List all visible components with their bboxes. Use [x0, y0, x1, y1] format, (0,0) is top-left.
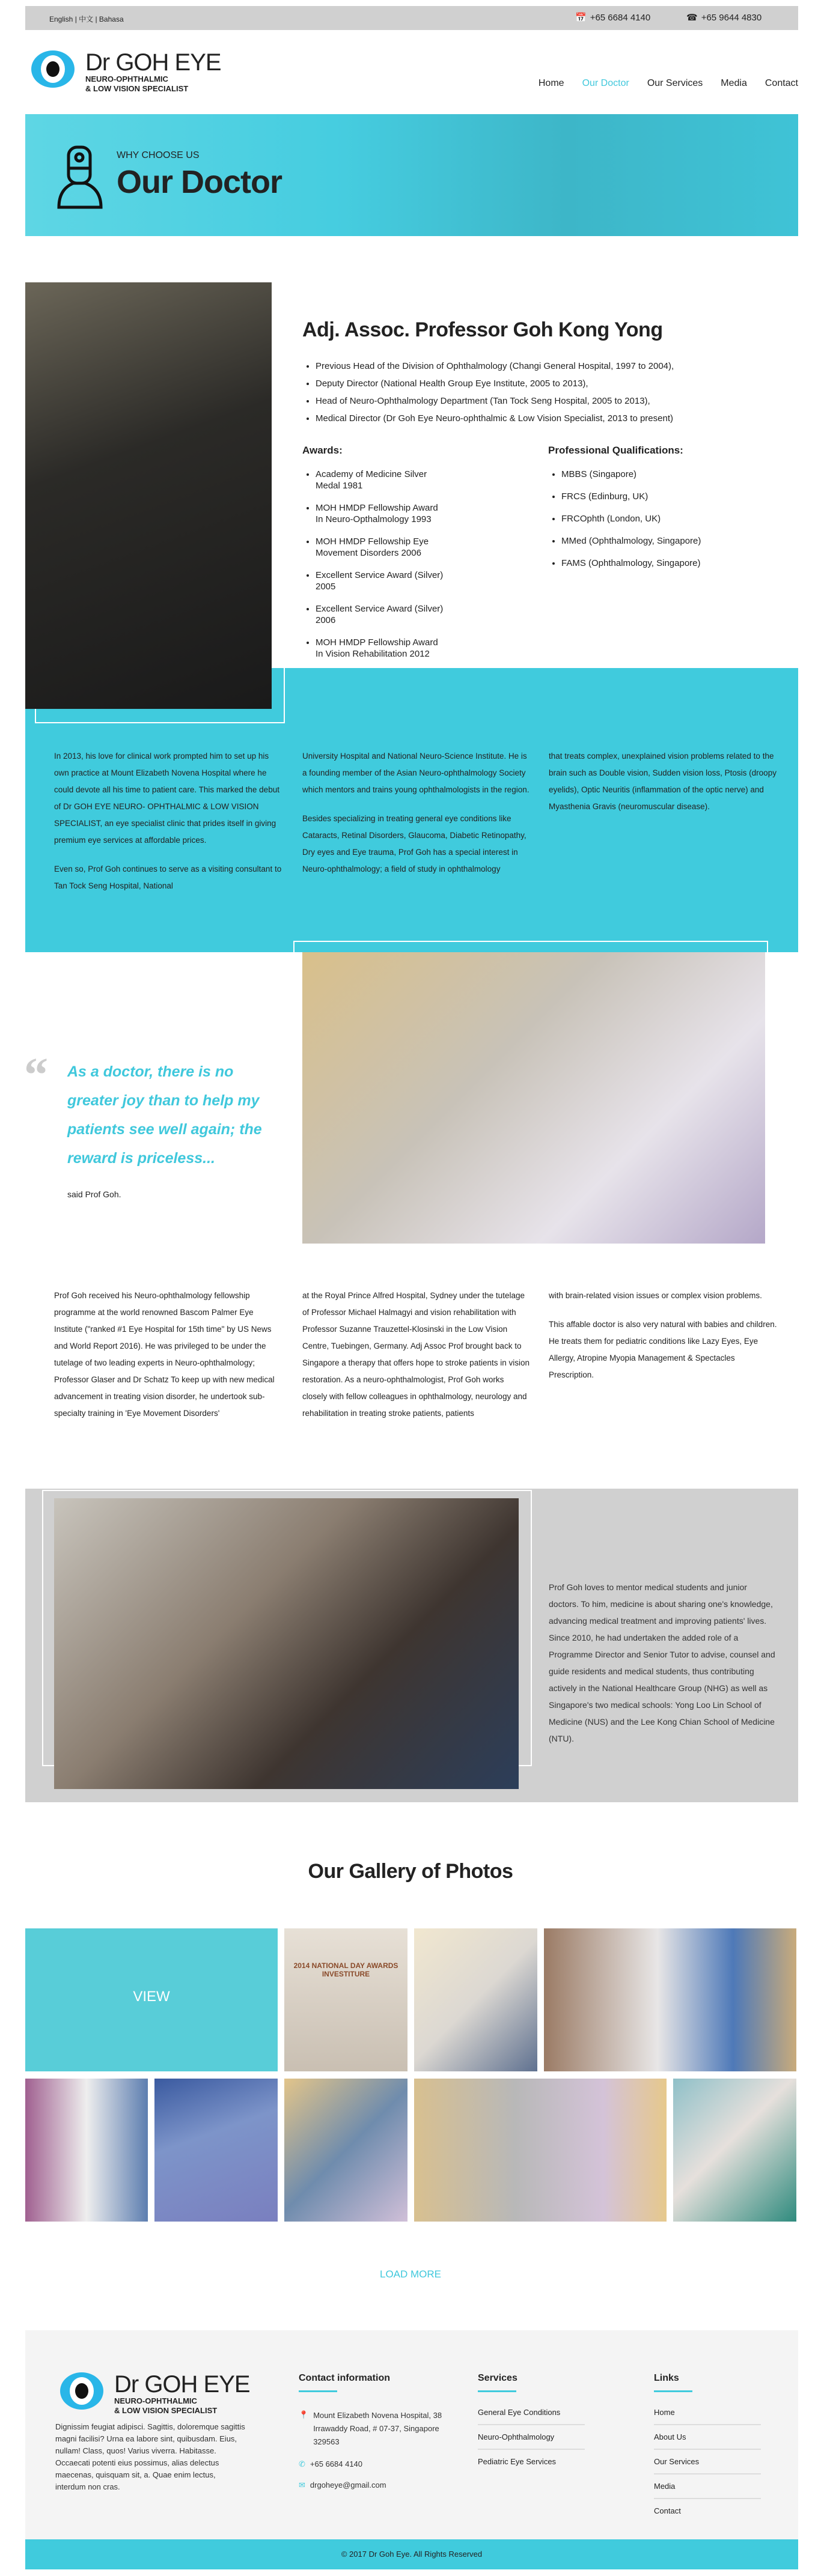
footer-service-link[interactable]: General Eye Conditions — [478, 2401, 585, 2425]
awards-list — [302, 469, 447, 666]
gallery-item[interactable] — [284, 1928, 407, 2071]
bio-paragraph: that treats complex, unexplained vision problems related to the brain such as Double vision, Sudden vision loss, Ptosis (droopy eyelids), Optic Neuritis (inflammation of the optic nerve) and Myasthenia Gravis (neuromuscular disease). — [549, 752, 777, 811]
bio-paragraph: In 2013, his love for clinical work prompted him to set up his own practice at Mount Elizabeth Novena Hospital where he could devote all his time to patient care. This marked the debut of Dr GOH EYE NEURO- OPHTHALMIC & LOW VISION SPECIALIST, an eye specialist clinic that prides itself in giving premium eye services at affordable prices. — [54, 752, 279, 845]
qualifications-list — [548, 469, 746, 575]
award-item: • Excellent Service Award (Silver) 2005 — [316, 570, 447, 592]
gallery-view-label[interactable]: VIEW — [133, 1988, 170, 2005]
doctor-icon — [56, 144, 107, 210]
logo-subtitle-1: NEURO-OPHTHALMIC — [85, 74, 168, 84]
language-switcher[interactable]: English | 中文 | Bahasa — [49, 15, 124, 23]
bio-paragraph: with brain-related vision issues or complex vision problems. — [549, 1291, 762, 1300]
footer-link-home[interactable]: Home — [654, 2401, 761, 2425]
gallery-title: Our Gallery of Photos — [308, 1860, 513, 1883]
services-heading: Services — [478, 2373, 585, 2392]
gallery-item[interactable] — [414, 1928, 537, 2071]
hero-banner — [25, 114, 798, 236]
training-column-1 — [54, 1287, 282, 1434]
load-more-button[interactable]: LOAD MORE — [379, 2268, 442, 2280]
site-logo[interactable] — [25, 48, 221, 96]
copyright-text: © 2017 Dr Goh Eye. All Rights Reserved — [341, 2550, 483, 2559]
role-item: • Deputy Director (National Health Group Eye Institute, 2005 to 2013), — [316, 378, 783, 389]
qualification-item: • FAMS (Ophthalmology, Singapore) — [561, 557, 746, 569]
phone-office-text: +65 6684 4140 — [590, 12, 651, 23]
page-title: Our Doctor — [117, 164, 282, 200]
logo-subtitle-2: & LOW VISION SPECIALIST — [85, 84, 189, 93]
qualification-item: • FRCS (Edinburg, UK) — [561, 491, 746, 502]
footer-about-text: Dignissim feugiat adipisci. Sagittis, doloremque sagittis magni facilisi? Urna ea labore sint, quibusdam. Eius, nullam! Class, quos! Varius viverra. Habitasse. Occaecati potenti eius possimus, alias delectus maecenas, quisquam sit, a. Quae enim lectus, interdum non cras. — [55, 2422, 245, 2491]
footer-services — [478, 2373, 585, 2473]
gallery-item[interactable] — [544, 1928, 796, 2071]
nav-home[interactable]: Home — [538, 78, 564, 88]
qualification-item: • MMed (Ophthalmology, Singapore) — [561, 535, 746, 547]
nav-contact[interactable]: Contact — [765, 78, 798, 88]
footer-phone[interactable]: +65 6684 4140 — [310, 2459, 363, 2468]
bio-column-1 — [54, 748, 282, 907]
mentor-text: Prof Goh loves to mentor medical students and junior doctors. To him, medicine is about sharing one's knowledge, advancing medical treatment and improving patients' lives. Since 2010, he had undertaken the added role of a Programme Director and Senior Tutor to advise, counsel and guide residents and medical students, thus contributing actively in the National Healthcare Group (NHG) as well as Singapore's two medical schools: Yong Loo Lin School of Medicine (NUS) and the Lee Kong Chian School of Medicine (NTU). — [549, 1582, 775, 1743]
footer-link-media[interactable]: Media — [654, 2474, 761, 2499]
quote-attribution: said Prof Goh. — [67, 1189, 121, 1199]
gallery-item[interactable] — [284, 2079, 407, 2222]
training-column-2 — [302, 1287, 531, 1434]
awards-heading: Awards: — [302, 445, 343, 456]
role-item: • Previous Head of the Division of Ophthalmology (Changi General Hospital, 1997 to 2004), — [316, 360, 783, 372]
footer-address: Mount Elizabeth Novena Hospital, 38 Irrawaddy Road, # 07-37, Singapore 329563 — [313, 2411, 442, 2446]
doctor-portrait — [25, 282, 272, 709]
training-column-3 — [549, 1287, 777, 1396]
award-item: • Excellent Service Award (Silver) 2006 — [316, 603, 447, 626]
bio-paragraph: Prof Goh received his Neuro-ophthalmology fellowship programme at the world renowned Bascom Palmer Eye Institute ("ranked #1 Eye Hospital for 15th time" by US News and World Report 2016). He was privileged to be under the tutelage of two leading experts in Neuro-ophthalmology; Professor Glaser and Dr Schatz To keep up with new medical advancement in treating vision disorder, he undertook sub-specialty training in 'Eye Movement Disorders' — [54, 1291, 275, 1418]
bio-column-3 — [549, 748, 777, 827]
logo-title: Dr GOH EYE — [114, 2371, 250, 2398]
award-item: • MOH HMDP Fellowship Eye Movement Disorders 2006 — [316, 536, 447, 559]
eye-logo-icon — [54, 2370, 109, 2418]
quote-mark-icon: “ — [24, 1049, 48, 1102]
eye-logo-icon — [25, 48, 81, 96]
gallery-item[interactable] — [414, 2079, 667, 2222]
footer-link-services[interactable]: Our Services — [654, 2450, 761, 2474]
qualification-item: • MBBS (Singapore) — [561, 469, 746, 480]
roles-list — [302, 360, 783, 430]
nav-our-services[interactable]: Our Services — [647, 78, 703, 88]
qualification-item: • FRCOphth (London, UK) — [561, 513, 746, 524]
gallery-item[interactable] — [154, 2079, 278, 2222]
copyright-bar — [25, 2539, 798, 2569]
main-nav — [539, 78, 798, 89]
phone-24h[interactable] — [686, 12, 761, 23]
qualifications-heading: Professional Qualifications: — [548, 445, 683, 456]
phone-icon: ✆ — [299, 2459, 305, 2468]
bio-paragraph: Besides specializing in treating general eye conditions like Cataracts, Retinal Disorders, Glaucoma, Diabetic Retinopathy, Dry eyes and Eye trauma, Prof Goh has a special interest in Neuro-ophthalmology; a field of study in ophthalmology — [302, 814, 526, 873]
phone-24h-icon: ☎ — [686, 13, 698, 23]
hero-kicker: WHY CHOOSE US — [117, 150, 200, 160]
footer-logo[interactable] — [54, 2370, 250, 2418]
footer-service-link[interactable]: Pediatric Eye Services — [478, 2457, 557, 2466]
location-pin-icon: 📍 — [299, 2410, 309, 2419]
footer-email[interactable]: drgoheye@gmail.com — [310, 2480, 386, 2489]
bio-column-2 — [302, 748, 531, 890]
logo-subtitle-1: NEURO-OPHTHALMIC — [114, 2396, 197, 2405]
mentoring-students-photo — [54, 1498, 519, 1789]
calendar-icon: 📅 — [575, 13, 587, 23]
bio-paragraph: This affable doctor is also very natural with babies and children. He treats them for pediatric conditions like Lazy Eyes, Eye Allergy, Atropine Myopia Management & Spectacles Prescription. — [549, 1320, 777, 1379]
award-item: • MOH HMDP Fellowship Award In Vision Rehabilitation 2012 — [316, 637, 447, 660]
quote-text: As a doctor, there is no greater joy than to help my patients see well again; the reward is priceless... — [67, 1063, 262, 1167]
logo-subtitle-2: & LOW VISION SPECIALIST — [114, 2406, 218, 2415]
email-icon: ✉ — [299, 2480, 305, 2489]
links-heading: Links — [654, 2373, 761, 2392]
award-item: • MOH HMDP Fellowship Award In Neuro-Opthalmology 1993 — [316, 502, 447, 525]
contact-heading: Contact information — [299, 2373, 449, 2392]
gallery-item[interactable] — [25, 2079, 148, 2222]
doctor-name: Adj. Assoc. Professor Goh Kong Yong — [302, 318, 663, 341]
bio-paragraph: University Hospital and National Neuro-Science Institute. He is a founding member of the Asian Neuro-ophthalmology Society which mentors and trains young ophthalmologists in the region. — [302, 752, 530, 794]
nav-media[interactable]: Media — [721, 78, 747, 88]
top-bar — [25, 6, 798, 30]
footer-link-contact[interactable]: Contact — [654, 2506, 681, 2515]
role-item: • Medical Director (Dr Goh Eye Neuro-ophthalmic & Low Vision Specialist, 2013 to present) — [316, 413, 783, 424]
logo-title: Dr GOH EYE — [85, 49, 221, 76]
role-item: • Head of Neuro-Ophthalmology Department (Tan Tock Seng Hospital, 2005 to 2013), — [316, 395, 783, 407]
photo-sign-text: 2014 NATIONAL DAY AWARDS INVESTITURE — [293, 1961, 398, 1978]
gallery-item[interactable] — [673, 2079, 796, 2222]
phone-office[interactable] — [575, 12, 650, 23]
phone-24h-text: +65 9644 4830 — [701, 12, 762, 23]
bio-paragraph: at the Royal Prince Alfred Hospital, Sydney under the tutelage of Professor Michael Halmagyi and vision rehabilitation with Professor Suzanne Trauzettel-Klosinski in the Low Vision Centre, Tuebingen, Germany. Adj Assoc Prof brought back to Singapore a therapy that offers hope to stroke patients in vision restoration. As a neuro-ophthalmologist, Prof Goh works closely with fellow colleagues in ophthalmology, neurology and rehabilitation in treating stroke patients, patients — [302, 1291, 530, 1418]
gallery-item[interactable] — [25, 1928, 278, 2071]
footer-contact — [299, 2373, 449, 2491]
footer-link-about[interactable]: About Us — [654, 2425, 761, 2450]
nav-our-doctor[interactable]: Our Doctor — [582, 78, 629, 88]
footer-links — [654, 2373, 761, 2523]
doctor-with-patient-photo — [302, 952, 765, 1244]
footer-service-link[interactable]: Neuro-Ophthalmology — [478, 2425, 585, 2450]
award-item: • Academy of Medicine Silver Medal 1981 — [316, 469, 447, 491]
bio-paragraph: Even so, Prof Goh continues to serve as a visiting consultant to Tan Tock Seng Hospital, National — [54, 864, 282, 890]
